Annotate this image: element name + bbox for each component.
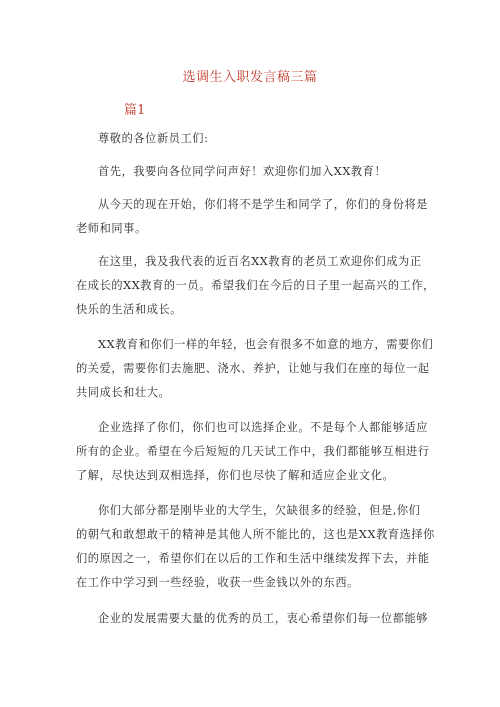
- paragraph-line: XX教育和你们一样的年轻，也会有很多不如意的地方，需要你们: [98, 338, 434, 351]
- paragraph-line: 快乐的生活和成长。: [76, 303, 183, 316]
- paragraph-5: [76, 333, 432, 405]
- section-heading: 篇1: [124, 103, 146, 118]
- paragraph-line: 从今天的现在开始，你们将不是学生和同学了，你们的身份将是: [98, 198, 429, 211]
- paragraph-line: 的朝气和敢想敢干的精神是其他人所不能比的，这也是XX教育选择你: [76, 528, 435, 541]
- paragraph-line: 在工作中学习到一些经验，收获一些金钱以外的东西。: [76, 576, 359, 589]
- paragraph-8: [76, 607, 432, 631]
- paragraph-line: 在成长的XX教育的一员。希望我们在今后的日子里一起高兴的工作，: [76, 279, 435, 292]
- document-title: 选调生入职发言稿三篇: [182, 70, 318, 85]
- paragraph-line: 们的原因之一，希望你们在以后的工作和生活中继续发挥下去，并能: [76, 552, 430, 565]
- paragraph-1: [76, 127, 432, 151]
- paragraph-7: [76, 499, 435, 595]
- paragraph-line: 在这里，我及我代表的近百名XX教育的老员工欢迎你们成为正: [98, 255, 422, 268]
- paragraph-line: 老师和同事。: [76, 222, 147, 235]
- paragraph-line: 所有的企业。希望在今后短短的几天试工作中，我们都能够互相进行: [76, 445, 430, 458]
- paragraph-2: [76, 160, 432, 184]
- paragraph-line: 尊敬的各位新员工们:: [98, 132, 209, 145]
- paragraph-line: 你们大部分都是刚毕业的大学生，欠缺很多的经验，但是,你们: [98, 504, 421, 517]
- paragraph-line: 企业的发展需要大量的优秀的员工，衷心希望你们每一位都能够: [98, 612, 429, 625]
- paragraph-3: [76, 193, 432, 241]
- paragraph-line: 了解，尽快达到双相选择，你们也尽快了解和适应企业文化。: [76, 469, 395, 482]
- paragraph-line: 共同成长和壮大。: [76, 386, 171, 399]
- paragraph-4: [76, 250, 435, 322]
- paragraph-line: 企业选择了你们，你们也可以选择企业。不是每个人都能够适应: [98, 421, 429, 434]
- paragraph-line: 首先，我要向各位同学问声好！欢迎你们加入XX教育！: [98, 165, 387, 178]
- paragraph-6: [76, 416, 432, 488]
- paragraph-line: 的关爱，需要你们去施肥、浇水、养护，让她与我们在座的每位一起: [76, 362, 430, 375]
